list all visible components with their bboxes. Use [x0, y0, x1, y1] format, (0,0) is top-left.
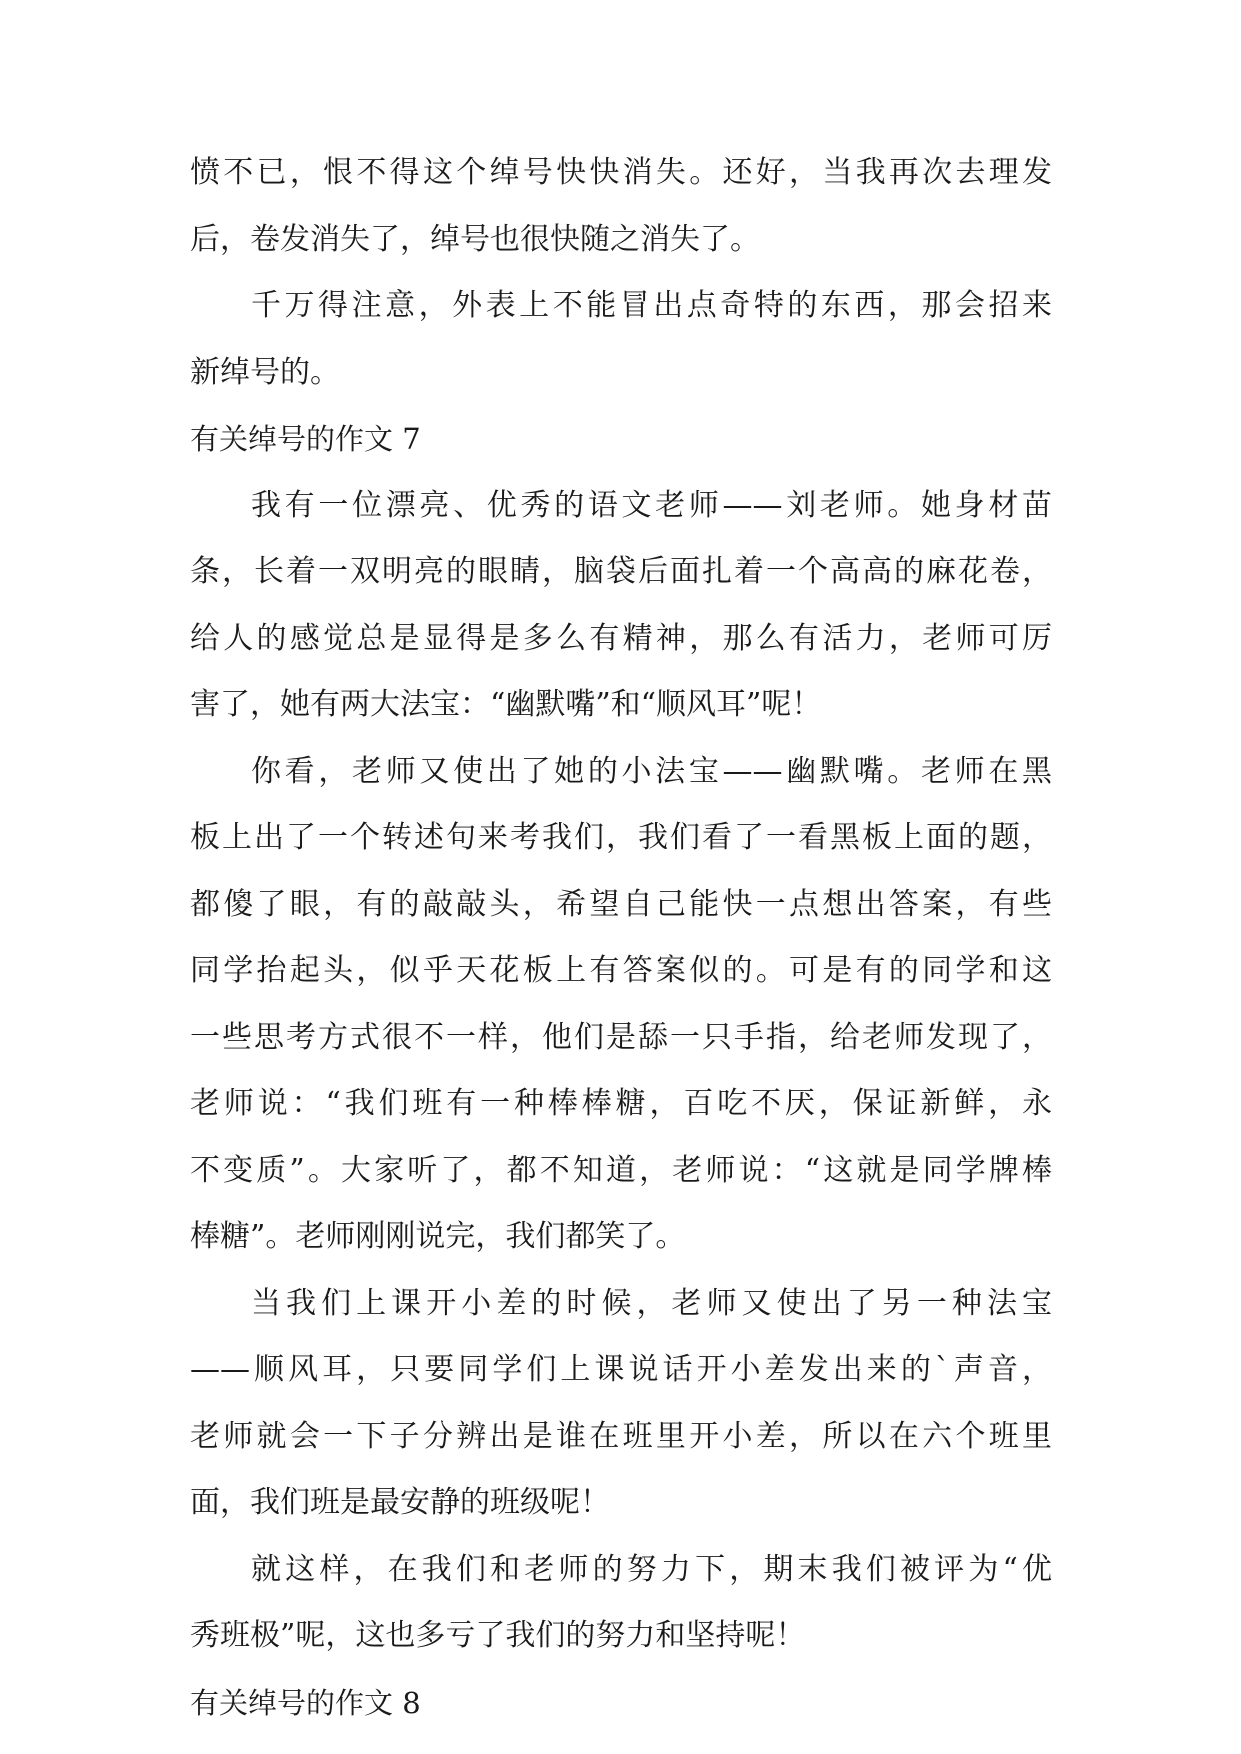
text-line: 给人的感觉总是显得是多么有精神，那么有活力，老师可厉 — [190, 620, 1052, 656]
document-page — [190, 140, 1052, 1736]
text-line: 棒糖”。老师刚刚说完，我们都笑了。 — [190, 1219, 686, 1254]
text-line: 都傻了眼，有的敲敲头，希望自己能快一点想出答案，有些 — [190, 886, 1052, 922]
text-line: 一些思考方式很不一样，他们是舔一只手指，给老师发现了， — [190, 1019, 1052, 1055]
text-line: ——顺风耳，只要同学们上课说话开小差发出来的`声音， — [190, 1352, 1052, 1387]
text-line: 当我们上课开小差的时候，老师又使出了另一种法宝 — [251, 1285, 1052, 1321]
text-line: 千万得注意，外表上不能冒出点奇特的东西，那会招来 — [251, 288, 1052, 323]
text-line: 不变质”。大家听了，都不知道，老师说：“这就是同学牌棒 — [190, 1152, 1052, 1188]
text-line: 老师就会一下子分辨出是谁在班里开小差，所以在六个班里 — [190, 1418, 1052, 1454]
text-line: 板上出了一个转述句来考我们，我们看了一看黑板上面的题， — [190, 820, 1052, 855]
text-line: 后，卷发消失了，绰号也很快随之消失了。 — [190, 221, 760, 257]
text-line: 你看，老师又使出了她的小法宝——幽默嘴。老师在黑 — [251, 753, 1052, 789]
text-line: 条，长着一双明亮的眼睛，脑袋后面扎着一个高高的麻花卷， — [190, 554, 1052, 589]
text-line: 老师说：“我们班有一种棒棒糖，百吃不厌，保证新鲜，永 — [190, 1086, 1052, 1121]
section-heading: 有关绰号的作文 7 — [190, 422, 421, 456]
text-line: 面，我们班是最安静的班级呢！ — [190, 1485, 610, 1520]
text-line: 愤不已，恨不得这个绰号快快消失。还好，当我再次去理发 — [190, 155, 1052, 190]
text-line: 我有一位漂亮、优秀的语文老师——刘老师。她身材苗 — [251, 487, 1052, 523]
section-heading: 有关绰号的作文 8 — [190, 1685, 421, 1720]
text-line: 害了，她有两大法宝：“幽默嘴”和“顺风耳”呢！ — [190, 687, 822, 722]
text-line: 秀班极”呢，这也多亏了我们的努力和坚持呢！ — [190, 1618, 806, 1653]
text-line: 新绰号的。 — [190, 354, 340, 390]
text-line: 就这样，在我们和老师的努力下，期末我们被评为“优 — [251, 1551, 1052, 1587]
text-line: 同学抬起头，似乎天花板上有答案似的。可是有的同学和这 — [190, 953, 1052, 988]
